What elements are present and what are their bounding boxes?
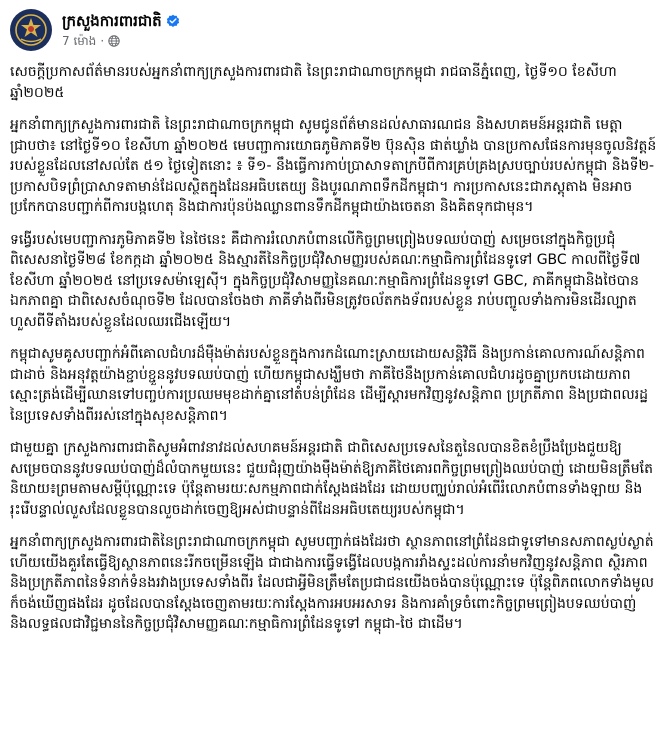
avatar[interactable]	[10, 9, 52, 51]
post-paragraph: សេចក្តីប្រកាសព័ត៌មានរបស់អ្នកនាំពាក្យក្រសួងការពារជាតិ នៃព្រះរាជាណាចក្រកម្ពុជា រាជធានីភ្នំពេញ, ថ្ងៃទី១០ ខែសីហា ឆ្នាំ២០២៥	[10, 64, 617, 101]
post-header	[10, 0, 662, 58]
post-subline	[62, 33, 180, 49]
ministry-emblem-icon	[11, 10, 51, 50]
name-row	[62, 11, 180, 31]
separator-dot: ·	[100, 34, 105, 48]
post-paragraph: កម្ពុជាសូមគូសបញ្ជាក់អំពីគោលជំហរដ៏ម៉ឺងម៉ាត់របស់ខ្លួនក្នុងការកដំណោះស្រាយដោយសន្តិវិធី និងប្រកាន់គោលការណ៍សន្តិភាពជាដាច់ និងអនុវត្តយ៉ាងខ្ជាប់ខ្ជួននូវបទឈប់បាញ់ ហើយកម្ពុជាសង្ឃឹមថា ភាគីថៃនឹងប្រកាន់គោលជំហរដូចគ្នាប្រកបដោយភាពស្មោះត្រង់ដើម្បីឈានទៅបញ្ចប់ការប្រឈមមុខដាក់គ្នានៅតំបន់ព្រំដែន ដើម្បីស្តារមកវិញនូវសន្តិភាព ប្រក្រតីភាព និងប្រជាពលរដ្ឋនៃប្រទេសទាំងពីររស់នៅក្នុងសុខសន្តិភាព។	[10, 346, 649, 424]
verified-badge-icon	[166, 14, 180, 28]
post-paragraph: ទង្វើរបស់មេបញ្ជាការភូមិភាគទី២ នៃថៃនេះ គឺជាការរំលោភបំពានលើកិច្ចព្រមព្រៀងបទឈប់បាញ់ សម្រេចនៅក្នុងកិច្ចប្រជុំពិសេសនាថ្ងៃទី២៨ ខែកក្កដា ឆ្នាំ២០២៥ និងស្មារតីនៃកិច្ចប្រជុំវិសាមញ្ញរបស់គណៈកម្មាធិការព្រំដែនទូទៅ GBC កាលពីថ្ងៃទី៧ ខែសីហា ឆ្នាំ២០២៥ នៅប្រទេសម៉ាឡេស៊ី។ ក្នុងកិច្ចប្រជុំវិសាមញ្ញនៃគណៈកម្មាធិការព្រំដែនទូទៅ GBC, ភាគីកម្ពុជានិងថៃបានឯកភាពគ្នា ជាពិសេសចំណុចទី២ ដែលបានចែងថា ភាគីទាំងពីរមិនត្រូវចល័តកងទ័ពរបស់ខ្លួន រាប់បញ្ចូលទាំងការមិនដើរល្បាតហួសពីទីតាំងរបស់ខ្លួនដែលឈរជើងឡើយ។	[10, 231, 641, 330]
post-paragraph: អ្នកនាំពាក្យក្រសួងការពារជាតិនៃព្រះរាជាណាចក្រកម្ពុជា សូមបញ្ជាក់ផងដែរថា ស្ថានភាពនៅព្រំដែនជាទូទៅមានសភាពស្ងប់ស្ងាត់ ហើយយើងគួរតែធ្វើឱ្យស្ថានភាពនេះរីកចម្រើនឡើង ជាជាងការធ្វើទង្វើដែលបង្កការរាំងស្ទះដល់ការនាំមកវិញនូវសន្តិភាព ស្ថិរភាព និងប្រក្រតីភាពនៃទំនាក់ទំនងរវាងប្រទេសទាំងពីរ ដែលជាអ្វីមិនត្រឹមតែប្រជាជនយើងចង់បានប៉ុណ្ណោះទេ ប៉ុន្តែពិភពលោកទាំងមូលក៏ចង់ឃើញផងដែរ ដូចដែលបានស្តែងចេញតាមរយៈការស្តែងការអបអរសាទរ និងការគាំទ្រចំពោះកិច្ចព្រមព្រៀងបទឈប់បាញ់ និងលទ្ធផលជាវិជ្ជមាននៃកិច្ចប្រជុំវិសាមញ្ញគណៈកម្មាធិការព្រំដែនទូទៅ កម្ពុជា-ថៃ ជាដើម។	[10, 534, 654, 632]
post-paragraph: អ្នកនាំពាក្យក្រសួងការពារជាតិ នៃព្រះរាជាណាចក្រកម្ពុជា សូមជូនព័ត៌មានដល់សាធារណជន និងសហគមន៍អន្តរជាតិ មេត្តាជ្រាបថា៖ នៅថ្ងៃទី១០ ខែសីហា ឆ្នាំ២០២៥ មេបញ្ជាការយោធភូមិភាគទី២ ប៊ុនស៊ិន ផាត់ឃ្លាំង បានប្រកាសផែនការមុនចូលនិវត្តន៍របស់ខ្លួនដែលនៅសល់តែ ៥១ ថ្ងៃទៀតនោះ ៖ ទី១- នឹងធ្វើការកាប់ប្រាសាទតាក្របីពីការគ្រប់គ្រងស្របច្បាប់របស់កម្ពុជា និងទី២-ប្រកាសបិទព្រំប្រាសាទតាមាន់ដែលស្ថិតក្នុងដែនអធិបតេយ្យ និងបូរណភាពទឹកដីកម្ពុជា។ ការប្រកាសនេះជាភស្តុតាង មិនអាចប្រកែកបានបញ្ជាក់ពីការបង្កហេតុ និងជាការប៉ុនប៉ងឈ្លានពានទឹកដីកម្ពុជាយ៉ាងចេតនា និងគិតទុកជាមុន។	[10, 117, 657, 215]
post-timestamp[interactable]: 7 ម៉ោង	[62, 34, 97, 48]
post-meta	[62, 11, 180, 49]
post-paragraph: ជាមួយគ្នា ក្រសួងការពារជាតិសូមអំពាវនាវដល់សហគមន៍អន្តរជាតិ ជាពិសេសប្រទេសនៃតួនៃលបានខិតខំប្រឹងប្រែងជួយឱ្យសម្រេចបាននូវបទឈប់បាញ់ដ៏លំបាកមួយនេះ ជួយជំរុញយ៉ាងម៉ឺងម៉ាត់ឱ្យភាគីថៃគោរពកិច្ចព្រមព្រៀងឈប់បាញ់ ដោយមិនត្រឹមតែនិយាយ៖ព្រមតាមសម្តីប៉ុណ្ណោះទេ ប៉ុន្តែតាមរយៈសកម្មភាពជាក់ស្តែងផងដែរ ដោយបញ្ឈប់រាល់អំពើរំលោភបំពានទាំងឡាយ និងរុះរើបន្ទាល់លួសដែលខ្លួនបានលួចដាក់ចេញឱ្យអស់ជាបន្ទាន់ពីដែនអធិបតេយ្យរបស់កម្ពុជា។	[10, 440, 654, 518]
globe-icon[interactable]	[108, 35, 120, 47]
post-body	[10, 62, 662, 635]
page-name-link[interactable]: ក្រសួងការពារជាតិ	[62, 12, 162, 30]
